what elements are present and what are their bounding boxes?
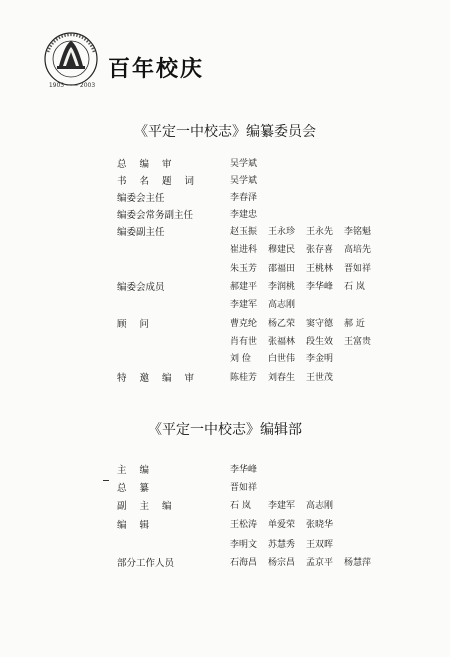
person-name: 杨慧萍 bbox=[344, 558, 372, 568]
person-name: 石 岚 bbox=[230, 501, 251, 511]
person-name: 穆建民 bbox=[268, 245, 296, 255]
role-label: 主 编 bbox=[117, 465, 155, 476]
role-label: 编委会主任 bbox=[117, 193, 165, 204]
roster-row bbox=[0, 224, 450, 240]
person-name: 杨宗昌 bbox=[268, 558, 296, 568]
person-name: 高培先 bbox=[344, 245, 372, 255]
person-name: 王世茂 bbox=[306, 373, 334, 383]
roster-row bbox=[0, 370, 450, 386]
roster-row bbox=[0, 173, 450, 189]
roster-row bbox=[0, 190, 450, 206]
person-name: 刘 俭 bbox=[230, 354, 251, 364]
role-label: 编委副主任 bbox=[117, 227, 165, 238]
stray-mark bbox=[103, 480, 109, 481]
person-name: 王富贵 bbox=[344, 337, 372, 347]
person-name: 高志刚 bbox=[268, 300, 296, 310]
person-name: 王双晖 bbox=[306, 540, 334, 550]
person-name: 李铭魁 bbox=[344, 227, 372, 237]
role-label: 编委会常务副主任 bbox=[117, 210, 194, 221]
person-name: 高志刚 bbox=[306, 501, 334, 511]
roster-row bbox=[0, 351, 450, 367]
roster-row bbox=[0, 207, 450, 223]
person-name: 郝建平 bbox=[230, 282, 258, 292]
role-label: 顾 问 bbox=[117, 319, 155, 330]
centennial-title: 百年校庆 bbox=[108, 57, 205, 82]
person-name: 李明文 bbox=[230, 540, 258, 550]
person-name: 曹克纶 bbox=[230, 319, 258, 329]
person-name: 窦守德 bbox=[306, 319, 334, 329]
person-name: 石海昌 bbox=[230, 558, 258, 568]
roster-row bbox=[0, 462, 450, 478]
school-emblem bbox=[40, 30, 102, 92]
roster-row bbox=[0, 242, 450, 258]
person-name: 王桃林 bbox=[306, 264, 334, 274]
role-label: 总 编 审 bbox=[117, 159, 177, 170]
person-name: 段生效 bbox=[306, 337, 334, 347]
role-label: 编委会成员 bbox=[117, 282, 165, 293]
role-label: 总 纂 bbox=[117, 483, 155, 494]
person-name: 赵玉振 bbox=[230, 227, 258, 237]
roster-row bbox=[0, 537, 450, 553]
person-name: 陈桂芳 bbox=[230, 373, 258, 383]
person-name: 张存喜 bbox=[306, 245, 334, 255]
person-name: 吴学斌 bbox=[230, 159, 258, 169]
roster-row bbox=[0, 517, 450, 533]
roster-row bbox=[0, 279, 450, 295]
person-name: 肖有世 bbox=[230, 337, 258, 347]
person-name: 朱玉芳 bbox=[230, 264, 258, 274]
role-label: 编 辑 bbox=[117, 520, 155, 531]
person-name: 王松涛 bbox=[230, 520, 258, 530]
editorial-title: 《平定一中校志》编辑部 bbox=[148, 422, 302, 438]
roster-row bbox=[0, 555, 450, 571]
person-name: 李建军 bbox=[268, 501, 296, 511]
person-name: 王永先 bbox=[306, 227, 334, 237]
person-name: 晋如祥 bbox=[344, 264, 372, 274]
role-label: 部分工作人员 bbox=[117, 558, 175, 569]
person-name: 李华峰 bbox=[230, 465, 258, 475]
emblem-years: 1903 —— 2003 bbox=[48, 82, 96, 89]
person-name: 张福林 bbox=[268, 337, 296, 347]
person-name: 刘春生 bbox=[268, 373, 296, 383]
person-name: 杨乙荣 bbox=[268, 319, 296, 329]
person-name: 李春泽 bbox=[230, 193, 258, 203]
person-name: 孟京平 bbox=[306, 558, 334, 568]
roster-row bbox=[0, 156, 450, 172]
person-name: 晋如祥 bbox=[230, 483, 258, 493]
roster-row bbox=[0, 334, 450, 350]
role-label: 副 主 编 bbox=[117, 501, 177, 512]
role-label: 特 邀 编 审 bbox=[117, 373, 200, 384]
person-name: 李金明 bbox=[306, 354, 334, 364]
person-name: 崔进科 bbox=[230, 245, 258, 255]
person-name: 张晓华 bbox=[306, 520, 334, 530]
person-name: 白世伟 bbox=[268, 354, 296, 364]
committee-title: 《平定一中校志》编纂委员会 bbox=[134, 124, 316, 140]
person-name: 石 岚 bbox=[344, 282, 365, 292]
person-name: 单爱荣 bbox=[268, 520, 296, 530]
person-name: 邵福田 bbox=[268, 264, 296, 274]
roster-row bbox=[0, 316, 450, 332]
person-name: 吴学斌 bbox=[230, 176, 258, 186]
person-name: 李华峰 bbox=[306, 282, 334, 292]
person-name: 李建军 bbox=[230, 300, 258, 310]
roster-row bbox=[0, 297, 450, 313]
role-label: 书 名 题 词 bbox=[117, 176, 200, 187]
person-name: 苏慧秀 bbox=[268, 540, 296, 550]
roster-row bbox=[0, 480, 450, 496]
person-name: 王永珍 bbox=[268, 227, 296, 237]
person-name: 李润桃 bbox=[268, 282, 296, 292]
roster-row bbox=[0, 261, 450, 277]
person-name: 李建忠 bbox=[230, 210, 258, 220]
roster-row bbox=[0, 498, 450, 514]
person-name: 郝 近 bbox=[344, 319, 365, 329]
page-header bbox=[40, 30, 420, 100]
